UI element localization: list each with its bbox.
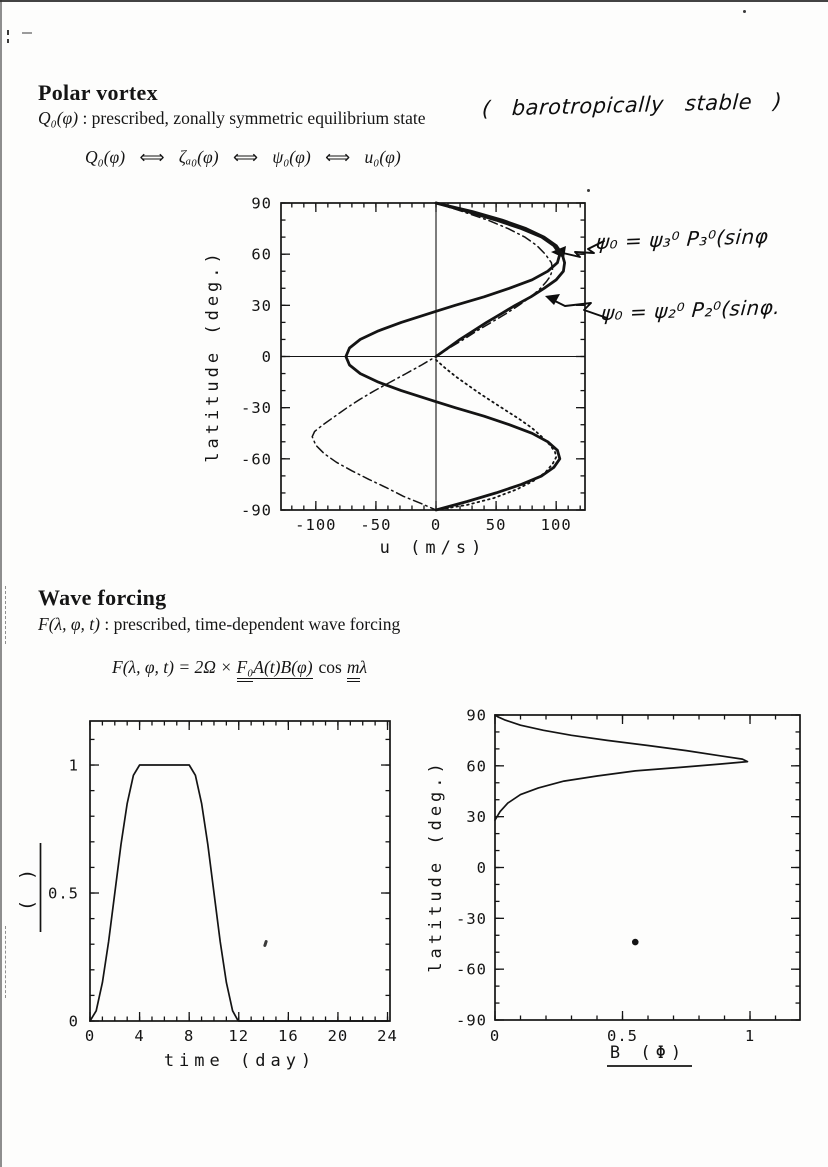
- x-axis-label: u (m/s): [379, 538, 487, 558]
- equation-equilibrium-chain: Q₀(φ) ⟺ ζₐ₀(φ) ⟺ ψ₀(φ) ⟺ u₀(φ): [85, 147, 401, 167]
- svg-text:-50: -50: [360, 516, 392, 534]
- svg-text:-30: -30: [241, 399, 272, 418]
- svg-text:0: 0: [489, 1027, 501, 1045]
- y-axis-label: latitude (deg.): [203, 249, 223, 463]
- eq-lambda: λ: [359, 657, 368, 677]
- eq-Bphi-term: B(φ): [280, 657, 313, 677]
- data-dot-marker: [632, 939, 639, 946]
- eq-cos: cos: [318, 657, 342, 677]
- svg-text:24: 24: [377, 1027, 398, 1045]
- handwritten-note-barotropically-stable: ( barotropically stable ): [481, 89, 783, 121]
- handwritten-annotation-psi2: ψ₀ = ψ₂⁰ P₂⁰(sinφ.: [600, 294, 782, 326]
- forcing-latitude-structure-chart: [426, 707, 800, 1067]
- svg-text:12: 12: [228, 1027, 250, 1045]
- x-axis-label: time (day): [163, 1051, 317, 1071]
- svg-text:-30: -30: [456, 909, 487, 928]
- eq-m-term: m: [347, 657, 360, 682]
- q0-symbol: Q₀(φ): [38, 108, 79, 128]
- svg-text:90: 90: [251, 194, 272, 213]
- svg-text:-100: -100: [295, 516, 337, 534]
- svg-text:4: 4: [134, 1027, 145, 1045]
- svg-text:-60: -60: [456, 960, 487, 979]
- annotation-arrow-psi2: [545, 294, 607, 318]
- section-title-polar-vortex: Polar vortex: [38, 80, 158, 105]
- series-u0_psi2_P2_profile_north: [436, 203, 565, 357]
- svg-text:30: 30: [251, 296, 272, 315]
- svg-text:0: 0: [261, 348, 272, 366]
- svg-text:0: 0: [68, 1012, 79, 1031]
- svg-text:60: 60: [466, 757, 487, 776]
- series-A_of_t: [90, 765, 388, 1021]
- y-axis-label: latitude (deg.): [426, 759, 446, 973]
- q0-definition-text: : prescribed, zonally symmetric equilibrium state: [78, 108, 426, 128]
- series-B_of_phi: [495, 715, 748, 820]
- svg-text:60: 60: [251, 245, 272, 264]
- eq-At-term: A(t): [253, 657, 281, 677]
- forcing-time-dependence-chart: [16, 721, 398, 1071]
- series-profile_dotted_south: [436, 360, 556, 510]
- eq-prefix: F(λ, φ, t) = 2Ω ×: [112, 657, 237, 677]
- svg-text:1: 1: [68, 756, 79, 775]
- svg-text:0: 0: [84, 1027, 96, 1045]
- svg-text:0.5: 0.5: [607, 1027, 639, 1045]
- zonal-wind-profile-chart: [203, 195, 585, 559]
- svg-text:8: 8: [184, 1027, 195, 1045]
- svg-text:16: 16: [278, 1027, 299, 1045]
- svg-text:1: 1: [744, 1027, 756, 1045]
- section-title-wave-forcing: Wave forcing: [38, 585, 167, 610]
- svg-text:0: 0: [430, 516, 442, 534]
- y-axis-label-partial: ( ): [16, 864, 38, 912]
- x-axis-label: B (Φ): [609, 1043, 687, 1063]
- svg-text:0.5: 0.5: [48, 884, 79, 903]
- svg-text:20: 20: [327, 1027, 349, 1045]
- svg-text:-60: -60: [241, 450, 272, 469]
- svg-text:-90: -90: [241, 501, 272, 520]
- svg-text:50: 50: [485, 516, 507, 534]
- handwritten-annotation-psi3: ψ₀ = ψ₃⁰ P₃⁰(sinφ: [595, 223, 770, 255]
- svg-text:90: 90: [466, 706, 487, 725]
- svg-text:30: 30: [466, 808, 487, 827]
- f-definition-text: : prescribed, time-dependent wave forcing: [99, 614, 401, 634]
- svg-text:0: 0: [476, 859, 487, 877]
- svg-text:100: 100: [540, 516, 572, 534]
- eq-F0-term: F₀: [237, 657, 254, 682]
- f-symbol: F(λ, φ, t): [38, 614, 100, 634]
- svg-text:-90: -90: [456, 1011, 487, 1030]
